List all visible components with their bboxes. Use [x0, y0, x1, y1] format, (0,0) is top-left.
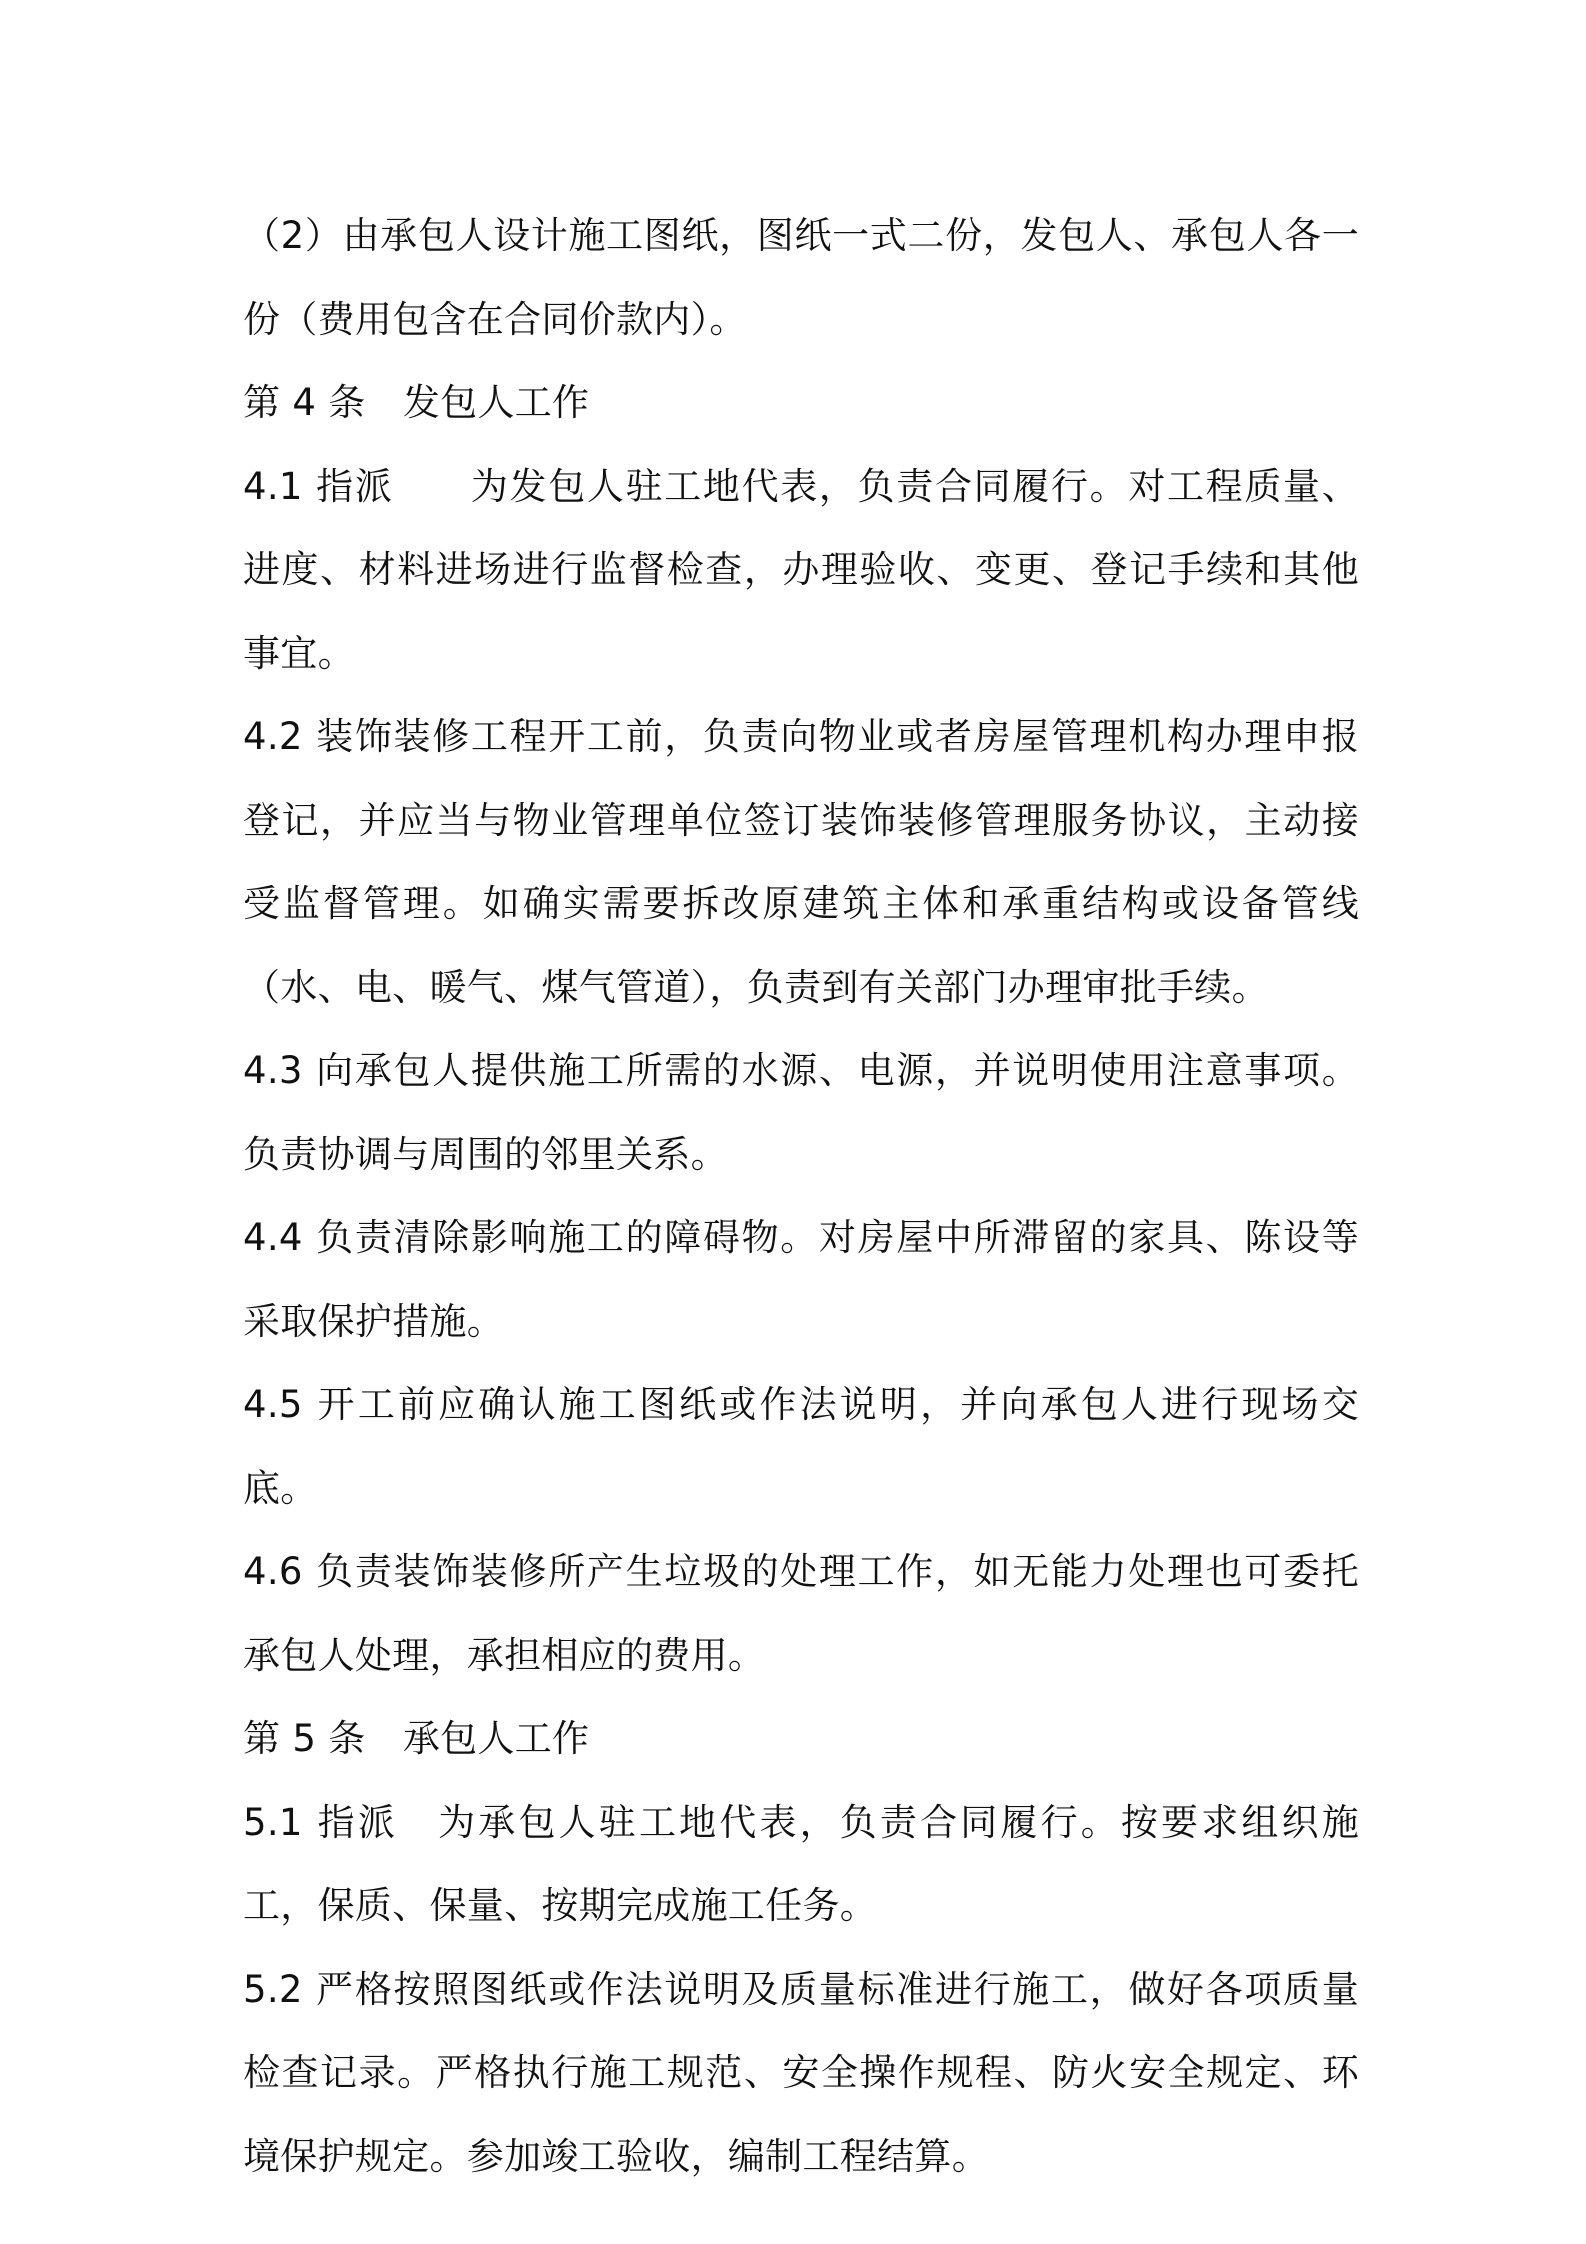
- article-5-heading: 第 5 条 承包人工作: [243, 1717, 590, 1760]
- clause-4-3: 4.3 向承包人提供施工所需的水源、电源，并说明使用注意事项。负责协调与周围的邻里关系。: [243, 1049, 1359, 1176]
- clause-4-2: 4.2 装饰装修工程开工前，负责向物业或者房屋管理机构办理申报登记，并应当与物业管理单位签订装饰装修管理服务协议，主动接受监督管理。如确实需要拆改原建筑主体和承重结构或设备管线（水、电、暖气、煤气管道），负责到有关部门办理审批手续。: [243, 715, 1359, 1009]
- clause-3-2: （2）由承包人设计施工图纸，图纸一式二份，发包人、承包人各一份（费用包含在合同价款内）。: [243, 214, 1359, 341]
- clause-4-4: 4.4 负责清除影响施工的障碍物。对房屋中所滞留的家具、陈设等采取保护措施。: [243, 1216, 1359, 1343]
- article-4-heading: 第 4 条 发包人工作: [243, 381, 590, 424]
- clause-4-6: 4.6 负责装饰装修所产生垃圾的处理工作，如无能力处理也可委托承包人处理，承担相应的费用。: [243, 1550, 1359, 1677]
- clause-5-2: 5.2 严格按照图纸或作法说明及质量标准进行施工，做好各项质量检查记录。严格执行施工规范、安全操作规程、防火安全规定、环境保护规定。参加竣工验收，编制工程结算。: [243, 1967, 1359, 2178]
- clause-4-5: 4.5 开工前应确认施工图纸或作法说明，并向承包人进行现场交底。: [243, 1383, 1359, 1510]
- clause-5-1: 5.1 指派 为承包人驻工地代表，负责合同履行。按要求组织施工，保质、保量、按期完成施工任务。: [243, 1800, 1359, 1927]
- clause-4-1: 4.1 指派 为发包人驻工地代表，负责合同履行。对工程质量、进度、材料进场进行监督检查，办理验收、变更、登记手续和其他事宜。: [243, 464, 1359, 675]
- document-body: [243, 194, 1359, 2198]
